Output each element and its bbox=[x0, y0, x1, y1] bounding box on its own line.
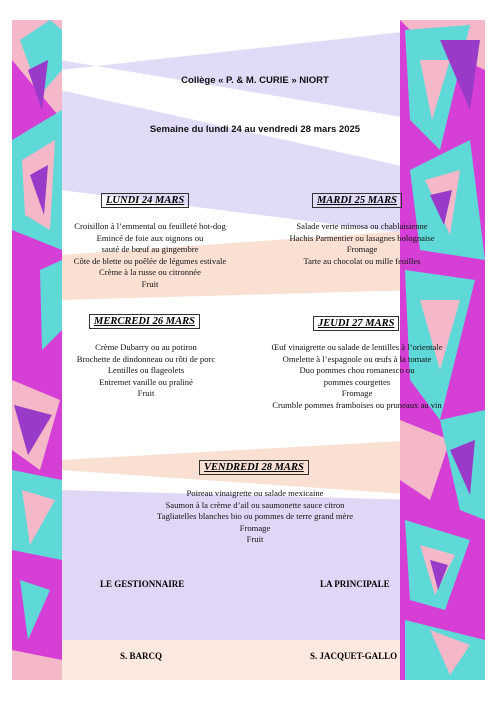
wednesday-menu bbox=[46, 342, 246, 400]
friday-menu bbox=[105, 488, 405, 546]
tuesday-menu bbox=[262, 221, 462, 267]
right-signature-name: S. JACQUET-GALLO bbox=[310, 651, 398, 661]
menu-item: Crumble pommes framboises ou pruneaux au vin bbox=[272, 399, 442, 410]
menu-item: Fruit bbox=[137, 388, 155, 399]
menu-item: Crème Dubarry ou au potiron bbox=[95, 342, 197, 352]
menu-item: Saumon à la crème d’ail ou saumonette sauce citron bbox=[165, 499, 345, 510]
menu-item: Poireau vinaigrette ou salade mexicaine bbox=[186, 488, 324, 498]
friday-title: VENDREDI 28 MARS bbox=[199, 460, 309, 475]
menu-item: Tagliatelles blanches bio ou pommes de terre grand mère bbox=[156, 511, 354, 522]
thursday-menu bbox=[257, 342, 457, 412]
menu-item: Côte de blette ou poêlée de légumes estivale bbox=[73, 255, 227, 266]
menu-item: Lentilles ou flageolets bbox=[107, 365, 185, 376]
school-title: Collège « P. & M. CURIE » NIORT bbox=[181, 75, 329, 86]
monday-menu bbox=[50, 221, 250, 291]
menu-item: Emincé de foie aux oignons ou bbox=[96, 232, 204, 243]
left-signature-name: S. BARCQ bbox=[120, 651, 163, 661]
menu-item: Tarte au chocolat ou mille feuilles bbox=[303, 255, 421, 266]
tuesday-title: MARDI 25 MARS bbox=[312, 193, 402, 208]
menu-item: Croisillon à l’emmental ou feuilleté hot-dog bbox=[74, 221, 226, 231]
monday-title: LUNDI 24 MARS bbox=[101, 193, 189, 208]
week-title: Semaine du lundi 24 au vendredi 28 mars 2025 bbox=[149, 124, 361, 135]
wednesday-title: MERCREDI 26 MARS bbox=[89, 314, 200, 329]
menu-item: Entremet vanille ou praliné bbox=[99, 376, 193, 387]
menu-item: Fromage bbox=[341, 388, 373, 399]
thursday-title: JEUDI 27 MARS bbox=[313, 316, 399, 331]
menu-item: Brochette de dindonneau ou rôti de porc bbox=[76, 353, 216, 364]
menu-item: Fruit bbox=[141, 278, 159, 289]
menu-item: Hachis Parmentier ou lasagnes bolognaise bbox=[289, 232, 435, 243]
menu-item: sauté de bœuf au gingembre bbox=[101, 244, 199, 255]
menu-item: Fruit bbox=[246, 534, 264, 545]
left-signature-role: LE GESTIONNAIRE bbox=[100, 579, 185, 589]
menu-item: Crème à la russe ou citronnée bbox=[99, 267, 201, 278]
menu-item: Duo pommes chou romanesco ou bbox=[299, 365, 415, 376]
menu-item: Omelette à l’espagnole ou œufs à la tomate bbox=[282, 353, 432, 364]
right-signature-role: LA PRINCIPALE bbox=[320, 579, 390, 589]
menu-item: Œuf vinaigrette ou salade de lentilles à l’orientale bbox=[271, 342, 443, 352]
menu-item: Salade verte mimosa ou chablaisienne bbox=[296, 221, 428, 231]
menu-item: Fromage bbox=[346, 244, 378, 255]
menu-item: Fromage bbox=[239, 522, 271, 533]
menu-item: pommes courgettes bbox=[323, 376, 391, 387]
